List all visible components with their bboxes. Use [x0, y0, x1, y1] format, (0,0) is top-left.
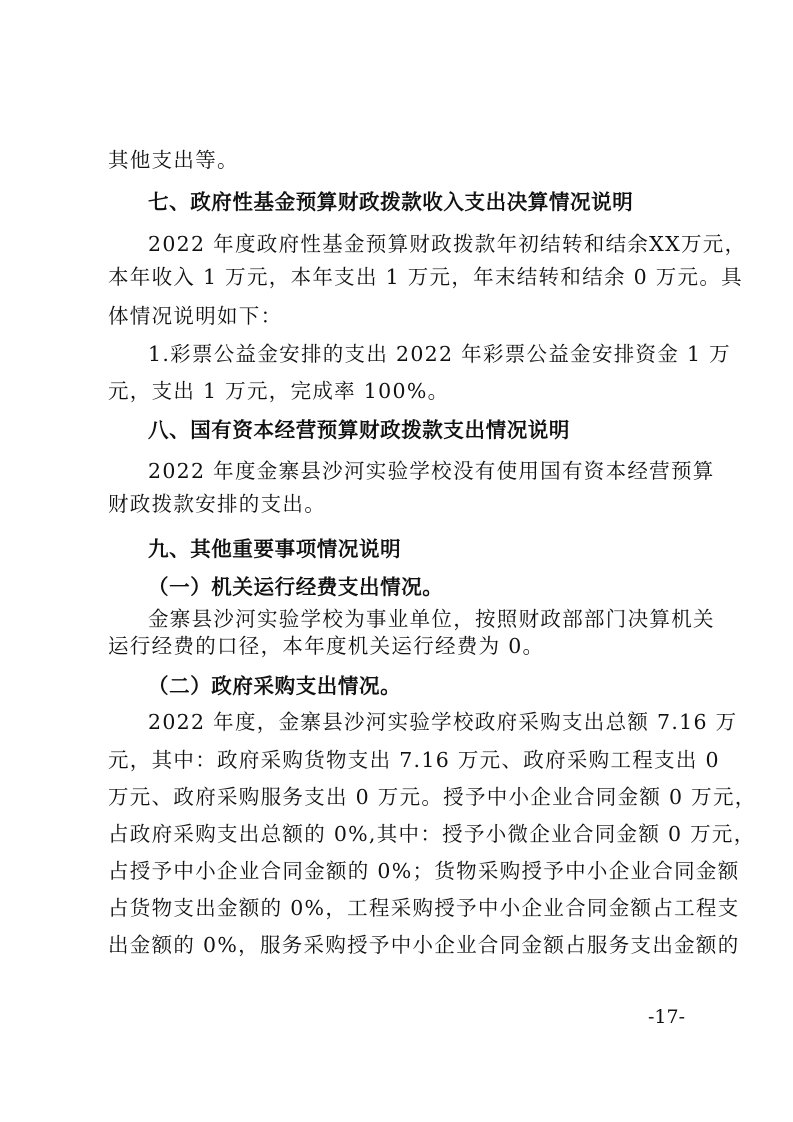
paragraph-line: 运行经费的口径，本年度机关运行经费为 0。 [108, 634, 545, 658]
section-heading: 七、政府性基金预算财政拨款收入支出决算情况说明 [148, 190, 634, 214]
paragraph-line: 出金额的 0%，服务采购授予中小企业合同金额占服务支出金额的 [108, 933, 740, 957]
paragraph-line: 金寨县沙河实验学校为事业单位，按照财政部部门决算机关 [148, 607, 715, 631]
paragraph-line: 占政府采购支出总额的 0%,其中：授予小微企业合同金额 0 万元， [108, 822, 756, 846]
paragraph-line: 占授予中小企业合同金额的 0%；货物采购授予中小企业合同金额 [108, 859, 740, 883]
paragraph-line: 2022 年度政府性基金预算财政拨款年初结转和结余XX万元， [148, 232, 747, 256]
paragraph-line: 占货物支出金额的 0%，工程采购授予中小企业合同金额占工程支 [108, 896, 740, 920]
section-heading: 九、其他重要事项情况说明 [148, 537, 402, 561]
paragraph-line: 元，支出 1 万元，完成率 100%。 [108, 379, 450, 403]
paragraph-line: 1.彩票公益金安排的支出 2022 年彩票公益金安排资金 1 万 [148, 342, 731, 366]
paragraph-line: 2022 年度金寨县沙河实验学校没有使用国有资本经营预算 [148, 459, 715, 483]
paragraph-line: 其他支出等。 [108, 148, 239, 172]
paragraph-line: 财政拨款安排的支出。 [108, 492, 326, 516]
paragraph-line: 2022 年度，金寨县沙河实验学校政府采购支出总额 7.16 万 [148, 710, 738, 734]
section-heading: 八、国有资本经营预算财政拨款支出情况说明 [148, 418, 570, 442]
page-number: -17- [648, 1006, 686, 1028]
paragraph-line: 体情况说明如下： [108, 304, 283, 328]
paragraph-line: 万元、政府采购服务支出 0 万元。授予中小企业合同金额 0 万元， [108, 785, 757, 809]
subsection-heading: （二）政府采购支出情况。 [148, 674, 402, 698]
paragraph-line: 元，其中：政府采购货物支出 7.16 万元、政府采购工程支出 0 [108, 748, 720, 772]
subsection-heading: （一）机关运行经费支出情况。 [148, 575, 444, 599]
paragraph-line: 本年收入 1 万元，本年支出 1 万元，年末结转和结余 0 万元。具 [108, 265, 743, 289]
